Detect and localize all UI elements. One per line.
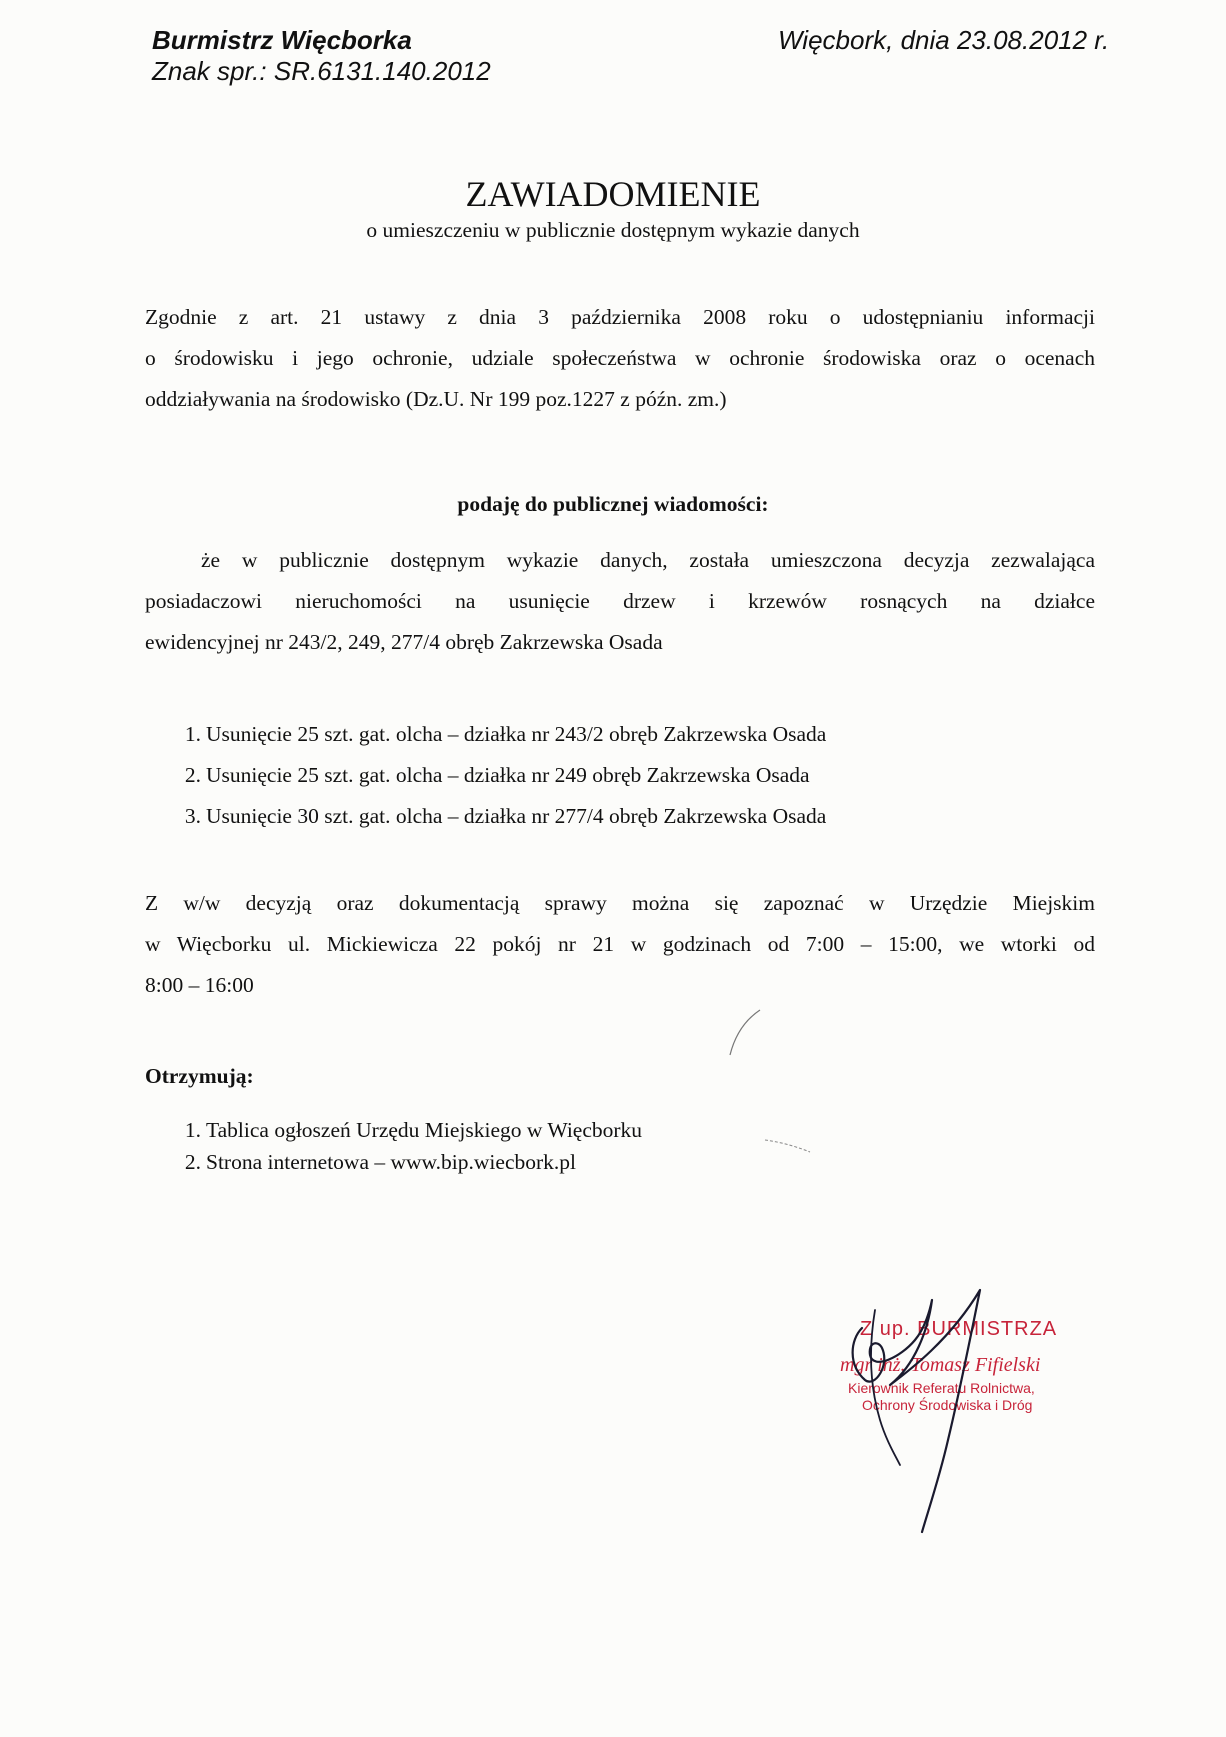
list-number: 1. [184, 1118, 201, 1142]
list-item [176, 714, 826, 755]
list-item [176, 796, 826, 837]
decision-line: posiadaczowi nieruchomości na usunięcie drzew i krzewów rosnących na działce [145, 589, 1095, 613]
decision-line: że w publicznie dostępnym wykazie danych, została umieszczona decyzja zezwalająca [201, 548, 1095, 572]
list-number: 1. [184, 722, 201, 746]
info-line: Z w/w decyzją oraz dokumentacją sprawy można się zapoznać w Urzędzie Miejskim [145, 891, 1095, 915]
legal-basis-line: oddziaływania na środowisko (Dz.U. Nr 199 poz.1227 z późn. zm.) [145, 387, 727, 411]
list-item [176, 755, 826, 796]
document-subtitle: o umieszczeniu w publicznie dostępnym wykazie danych [366, 218, 860, 242]
place-date: Więcbork, dnia 23.08.2012 r. [778, 25, 1110, 55]
authority-name: Burmistrz Więcborka [152, 25, 412, 55]
stamp-department: Ochrony Środowiska i Dróg [862, 1397, 1033, 1413]
list-item [176, 1114, 642, 1146]
info-line: w Więcborku ul. Mickiewicza 22 pokój nr 21 w godzinach od 7:00 – 15:00, we wtorki od [145, 932, 1095, 956]
list-number: 2. [184, 763, 201, 787]
document-title: ZAWIADOMIENIE [465, 174, 761, 214]
stamp-position: Kierownik Referatu Rolnictwa, [848, 1380, 1035, 1396]
legal-basis-paragraph [145, 297, 1095, 420]
reference-number: Znak spr.: SR.6131.140.2012 [152, 56, 491, 86]
stamp-name: mgr inż. Tomasz Fifielski [840, 1354, 1041, 1376]
list-text: Usunięcie 25 szt. gat. olcha – działka nr 249 obręb Zakrzewska Osada [206, 763, 810, 787]
list-item [176, 1146, 642, 1178]
list-number: 2. [184, 1150, 201, 1174]
list-text: Usunięcie 25 szt. gat. olcha – działka nr 243/2 obręb Zakrzewska Osada [206, 722, 827, 746]
list-text: Usunięcie 30 szt. gat. olcha – działka nr 277/4 obręb Zakrzewska Osada [206, 804, 827, 828]
recipients-list [176, 1114, 642, 1178]
decision-line: ewidencyjnej nr 243/2, 249, 277/4 obręb Zakrzewska Osada [145, 630, 663, 654]
stamp-title: Z up. BURMISTRZA [860, 1318, 1058, 1340]
list-number: 3. [184, 804, 201, 828]
removal-list [176, 714, 826, 837]
info-line: 8:00 – 16:00 [145, 973, 254, 997]
info-paragraph [145, 883, 1095, 1006]
announcement-heading: podaję do publicznej wiadomości: [457, 492, 769, 516]
legal-basis-line: Zgodnie z art. 21 ustawy z dnia 3 października 2008 roku o udostępnianiu informacji [145, 305, 1095, 329]
signature-icon [820, 1270, 1033, 1550]
legal-basis-line: o środowisku i jego ochronie, udziale społeczeństwa w ochronie środowiska oraz o ocenach [145, 346, 1095, 370]
list-text: Strona internetowa – www.bip.wiecbork.pl [206, 1150, 576, 1174]
pen-mark-icon [700, 1000, 820, 1180]
recipients-heading: Otrzymują: [145, 1064, 254, 1088]
decision-paragraph [145, 540, 1095, 663]
list-text: Tablica ogłoszeń Urzędu Miejskiego w Więcborku [206, 1118, 643, 1142]
